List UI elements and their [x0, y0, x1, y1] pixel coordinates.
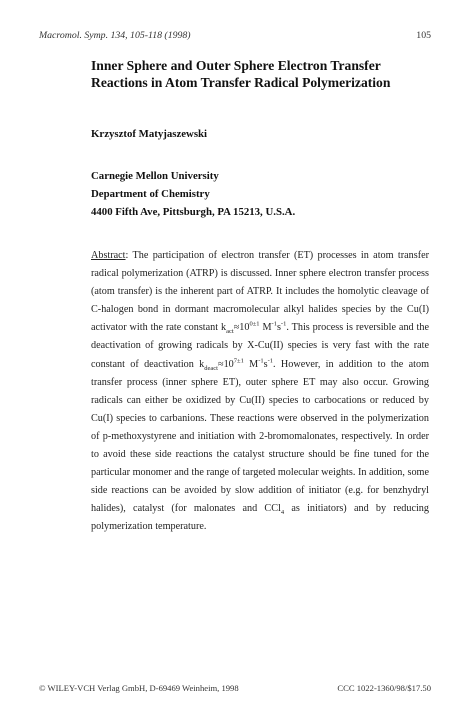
unit-exponent: -1: [267, 357, 274, 365]
abstract-text: as initiators) and by reducing polymerization temperature.: [91, 503, 429, 533]
abstract-text: s: [276, 322, 281, 334]
kdeact-exponent: 7±1: [233, 357, 244, 365]
author-name: Krzysztof Matyjaszewski: [91, 128, 208, 140]
abstract-text: . However, in addition to the atom transfer process (inner sphere ET), outer sphere ET may also occur. Growing radicals can either be oxidized by Cu(II) species to carbocations or reduced by Cu(I) species to carbanions. These reactions were observed in the polymerization of p-methoxystyrene and initiation with 2-bromomalonates, respectively. In order to avoid these side reactions the catalyst structure should be fine tuned for the particular monomer and the range of targeted molecular weights. In addition, some side reactions can be avoided by slow addition of initiator (e.g. for benzhydryl halides), catalyst (for malonates and CCl: [91, 358, 429, 515]
affiliation-university: Carnegie Mellon University: [91, 170, 219, 182]
affiliation-address: 4400 Fifth Ave, Pittsburgh, PA 15213, U.S.A.: [91, 206, 296, 218]
journal-citation: Macromol. Symp. 134, 105-118 (1998): [39, 30, 191, 41]
abstract-text: s: [263, 358, 268, 370]
paper-title: [91, 57, 431, 91]
abstract: [91, 247, 429, 537]
abstract-label: Abstract: [91, 250, 126, 261]
title-line-1: Inner Sphere and Outer Sphere Electron Transfer: [91, 58, 381, 73]
affiliation: [91, 167, 295, 221]
ccl4-subscript: 4: [280, 509, 285, 517]
unit-exponent: -1: [271, 320, 277, 328]
affiliation-department: Department of Chemistry: [91, 188, 210, 200]
running-header: [39, 30, 431, 41]
unit-exponent: -1: [280, 320, 287, 328]
kact-exponent: 0±1: [249, 320, 260, 328]
abstract-text: . This process is reversible and the deactivation of growing radicals by X-Cu(II) species is very fast with the rate constant of deactivation k: [91, 322, 429, 370]
copyright-footer: © WILEY-VCH Verlag GmbH, D-69469 Weinheim, 1998: [39, 683, 239, 693]
abstract-text: ≈10: [217, 358, 234, 370]
abstract-text: : The participation of electron transfer (ET) processes in atom transfer radical polymerization (ATRP) is discussed. Inner sphere electron transfer process (atom transfer) is the inherent part of ATRP. It includes the homolytic cleavage of C-halogen bond in dormant macromolecular alkyl halides species by the Cu(I) activator with the rate constant k: [91, 250, 429, 334]
abstract-text: M: [259, 322, 272, 334]
abstract-text: ≈10: [233, 322, 250, 334]
kact-subscript: act: [226, 328, 234, 336]
abstract-text: M: [243, 358, 259, 370]
title-line-2: Reactions in Atom Transfer Radical Polymerization: [91, 75, 391, 90]
ccc-code-footer: CCC 1022-1360/98/$17.50: [337, 683, 431, 693]
unit-exponent: -1: [258, 357, 264, 365]
page-number: 105: [416, 30, 431, 41]
kdeact-subscript: deact: [204, 364, 218, 372]
